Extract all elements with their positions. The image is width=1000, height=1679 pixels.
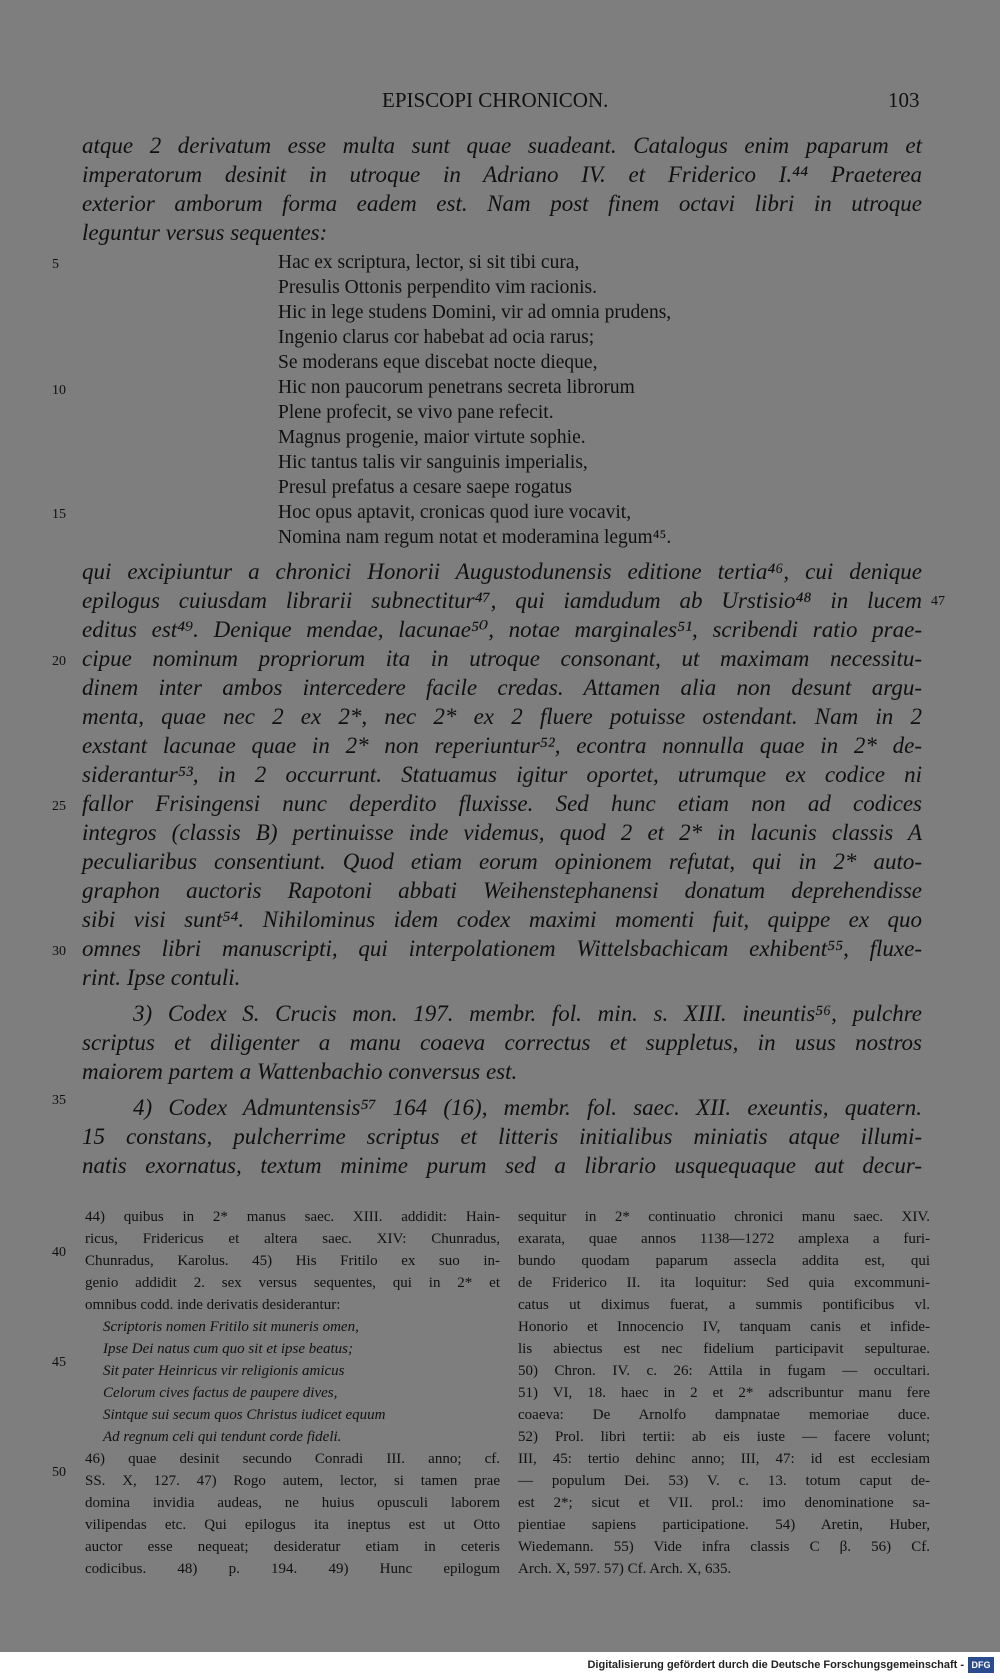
footnote-line: pientiae sapiens participatione. 54) Aretin, Huber, <box>518 1517 930 1533</box>
footnote-line: 44) quibus in 2* manus saec. XIII. addidit: Hain- <box>85 1209 500 1225</box>
verse-line: Hac ex scriptura, lector, si sit tibi cura, <box>278 252 580 273</box>
body-line: scriptus et diligenter a manu coaeva correctus et suppletus, in usus nostros <box>82 1030 922 1055</box>
body-line: siderantur⁵³, in 2 occurrunt. Statuamus igitur oportet, utrumque ex codice ni <box>82 762 922 787</box>
verse-line: Hic tantus talis vir sanguinis imperialis, <box>278 452 588 473</box>
line-number: 35 <box>52 1093 66 1108</box>
verse-line: Hic in lege studens Domini, vir ad omnia prudens, <box>278 302 672 323</box>
footnote-line: SS. X, 127. 47) Rogo autem, lector, si tamen prae <box>85 1473 500 1489</box>
footnote-line: domina invidia audeas, ne huius opusculi laborem <box>85 1495 500 1511</box>
body-line: maiorem partem a Wattenbachio conversus est. <box>82 1059 518 1084</box>
line-number: 5 <box>52 257 59 272</box>
footnote-line: 51) VI, 18. haec in 2 et 2* adscribuntur manu fere <box>518 1385 930 1401</box>
footnote-line: est 2*; sicut et VII. prol.: imo denominatione sa- <box>518 1495 930 1511</box>
line-number: 15 <box>52 507 66 522</box>
body-line: 4) Codex Admuntensis⁵⁷ 164 (16), membr. fol. saec. XII. exeuntis, quatern. <box>133 1095 922 1120</box>
body-line: sibi visi sunt⁵⁴. Nihilominus idem codex maximi momenti fuit, quippe ex quo <box>82 907 922 932</box>
body-line: dinem inter ambos intercedere facile credas. Attamen alia non desunt argu- <box>82 675 922 700</box>
body-line: menta, quae nec 2 ex 2*, nec 2* ex 2 fluere potuisse ostendant. Nam in 2 <box>82 704 922 729</box>
footnote-line: exarata, quae annos 1138—1272 amplexa a furi- <box>518 1231 930 1247</box>
footnote-verse: Sintque sui secum quos Christus iudicet equum <box>103 1407 386 1423</box>
footnote-line: III, 45: tertio dehinc anno; III, 47: id est ecclesiam <box>518 1451 930 1467</box>
body-line: qui excipiuntur a chronici Honorii Augustodunensis editione tertia⁴⁶, cui denique <box>82 559 922 584</box>
verse-line: Se moderans eque discebat nocte dieque, <box>278 352 598 373</box>
footnote-line: — populum Dei. 53) V. c. 13. totum caput de- <box>518 1473 930 1489</box>
footnote-line: Chunradus, Karolus. 45) His Fritilo ex suo in- <box>85 1253 500 1269</box>
footnote-verse: Celorum cives factus de paupere dives, <box>103 1385 338 1401</box>
line-number: 30 <box>52 944 66 959</box>
body-line: natis exornatus, textum minime purum sed a librario usquequaque aut decur- <box>82 1153 922 1178</box>
line-number: 20 <box>52 654 66 669</box>
line-number: 25 <box>52 799 66 814</box>
footnote-line: Arch. X, 597. 57) Cf. Arch. X, 635. <box>518 1561 732 1577</box>
footnote-line: omnibus codd. inde derivatis desiderantur: <box>85 1297 341 1313</box>
verse-line: Presul prefatus a cesare saepe rogatus <box>278 477 572 498</box>
body-line: epilogus cuiusdam librarii subnectitur⁴⁷, qui iamdudum ab Urstisio⁴⁸ in lucem <box>82 588 922 613</box>
line-number: 50 <box>52 1465 66 1480</box>
footnote-line: genio addidit 2. sex versus sequentes, qui in 2* et <box>85 1275 500 1291</box>
footnote-line: 46) quae desinit secundo Conradi III. anno; cf. <box>85 1451 500 1467</box>
footnote-line: codicibus. 48) p. 194. 49) Hunc epilogum <box>85 1561 500 1577</box>
footnote-verse: Ad regnum celi qui tendunt corde fideli. <box>103 1429 342 1445</box>
verse-line: Magnus progenie, maior virtute sophie. <box>278 427 586 448</box>
body-line: leguntur versus sequentes: <box>82 220 328 245</box>
body-line: imperatorum desinit in utroque in Adriano IV. et Friderico I.⁴⁴ Praeterea <box>82 162 922 187</box>
dfg-logo: DFG <box>968 1657 994 1673</box>
footnote-line: sequitur in 2* continuatio chronici manu saec. XIV. <box>518 1209 930 1225</box>
body-line: peculiaribus consentiunt. Quod etiam eorum opinionem refutat, qui in 2* auto- <box>82 849 922 874</box>
footnote-verse: Ipse Dei natus cum quo sit et ipse beatus; <box>103 1341 353 1357</box>
footnote-line: auctor esse nequeat; desideratur etiam in ceteris <box>85 1539 500 1555</box>
body-line: integros (classis B) pertinuisse inde videmus, quod 2 et 2* in lacunis classis A <box>82 820 922 845</box>
running-title: EPISCOPI CHRONICON. <box>382 88 609 112</box>
verse-line: Nomina nam regum notat et moderamina legum⁴⁵. <box>278 527 672 548</box>
body-line: 3) Codex S. Crucis mon. 197. membr. fol. min. s. XIII. ineuntis⁵⁶, pulchre <box>133 1001 922 1026</box>
footnote-line: coaeva: De Arnolfo dampnatae memoriae duce. <box>518 1407 930 1423</box>
footnote-line: catus ut diximus fuerat, a summis pontificibus vl. <box>518 1297 930 1313</box>
line-number: 10 <box>52 383 66 398</box>
footnote-line: 52) Prol. libri tertii: ab eis iuste — facere volunt; <box>518 1429 930 1445</box>
verse-line: Presulis Ottonis perpendito vim racionis. <box>278 277 598 298</box>
footnote-line: vilipendas etc. Qui epilogus ita ineptus est ut Otto <box>85 1517 500 1533</box>
footnote-verse: Sit pater Heinricus vir religionis amicus <box>103 1363 345 1379</box>
footnote-line: Honorio et Innocencio IV, tanquam canis et infide- <box>518 1319 930 1335</box>
body-line: cipue nominum propriorum ita in utroque consonant, ut maximam necessitu- <box>82 646 922 671</box>
body-line: exstant lacunae quae in 2* non reperiuntur⁵², econtra nonnulla quae in 2* de- <box>82 733 922 758</box>
body-line: fallor Frisingensi nunc deperdito fluxisse. Sed hunc etiam non ad codices <box>82 791 922 816</box>
body-line: 15 constans, pulcherrime scriptus et litteris initialibus miniatis atque illumi- <box>82 1124 922 1149</box>
margin-note: 47 <box>931 594 945 609</box>
body-line: exterior amborum forma eadem est. Nam post finem octavi libri in utroque <box>82 191 922 216</box>
footnote-verse: Scriptoris nomen Fritilo sit muneris omen, <box>103 1319 359 1335</box>
line-number: 40 <box>52 1245 66 1260</box>
body-line: omnes libri manuscripti, qui interpolationem Wittelsbachicam exhibent⁵⁵, fluxe- <box>82 936 922 961</box>
footnote-line: ricus, Fridericus et altera saec. XIV: Chunradus, <box>85 1231 500 1247</box>
body-line: graphon auctoris Rapotoni abbati Weihenstephanensi donatum deprehendisse <box>82 878 922 903</box>
footnote-line: lis abiectus est nec fidelium participavit sepulturae. <box>518 1341 930 1357</box>
digitization-footer <box>0 1652 1000 1679</box>
footnote-line: 50) Chron. IV. c. 26: Attila in fugam — occultari. <box>518 1363 930 1379</box>
footer-credit: Digitalisierung gefördert durch die Deutsche Forschungsgemeinschaft - <box>587 1659 964 1671</box>
verse-line: Plene profecit, se vivo pane refecit. <box>278 402 554 423</box>
footnote-line: de Friderico II. ita loquitur: Sed quia excommuni- <box>518 1275 930 1291</box>
verse-line: Hoc opus aptavit, cronicas quod iure vocavit, <box>278 502 632 523</box>
verse-line: Hic non paucorum penetrans secreta librorum <box>278 377 635 398</box>
verse-line: Ingenio clarus cor habebat ad ocia rarus; <box>278 327 595 348</box>
footnote-line: bundo quodam paparum assecla addita est, qui <box>518 1253 930 1269</box>
page-number: 103 <box>888 88 920 112</box>
body-line: rint. Ipse contuli. <box>82 965 241 990</box>
body-line: atque 2 derivatum esse multa sunt quae suadeant. Catalogus enim paparum et <box>82 133 922 158</box>
footnote-line: Wiedemann. 55) Vide infra classis C β. 56) Cf. <box>518 1539 930 1555</box>
body-line: editus est⁴⁹. Denique mendae, lacunae⁵⁰, notae marginales⁵¹, scribendi ratio prae- <box>82 617 922 642</box>
line-number: 45 <box>52 1355 66 1370</box>
